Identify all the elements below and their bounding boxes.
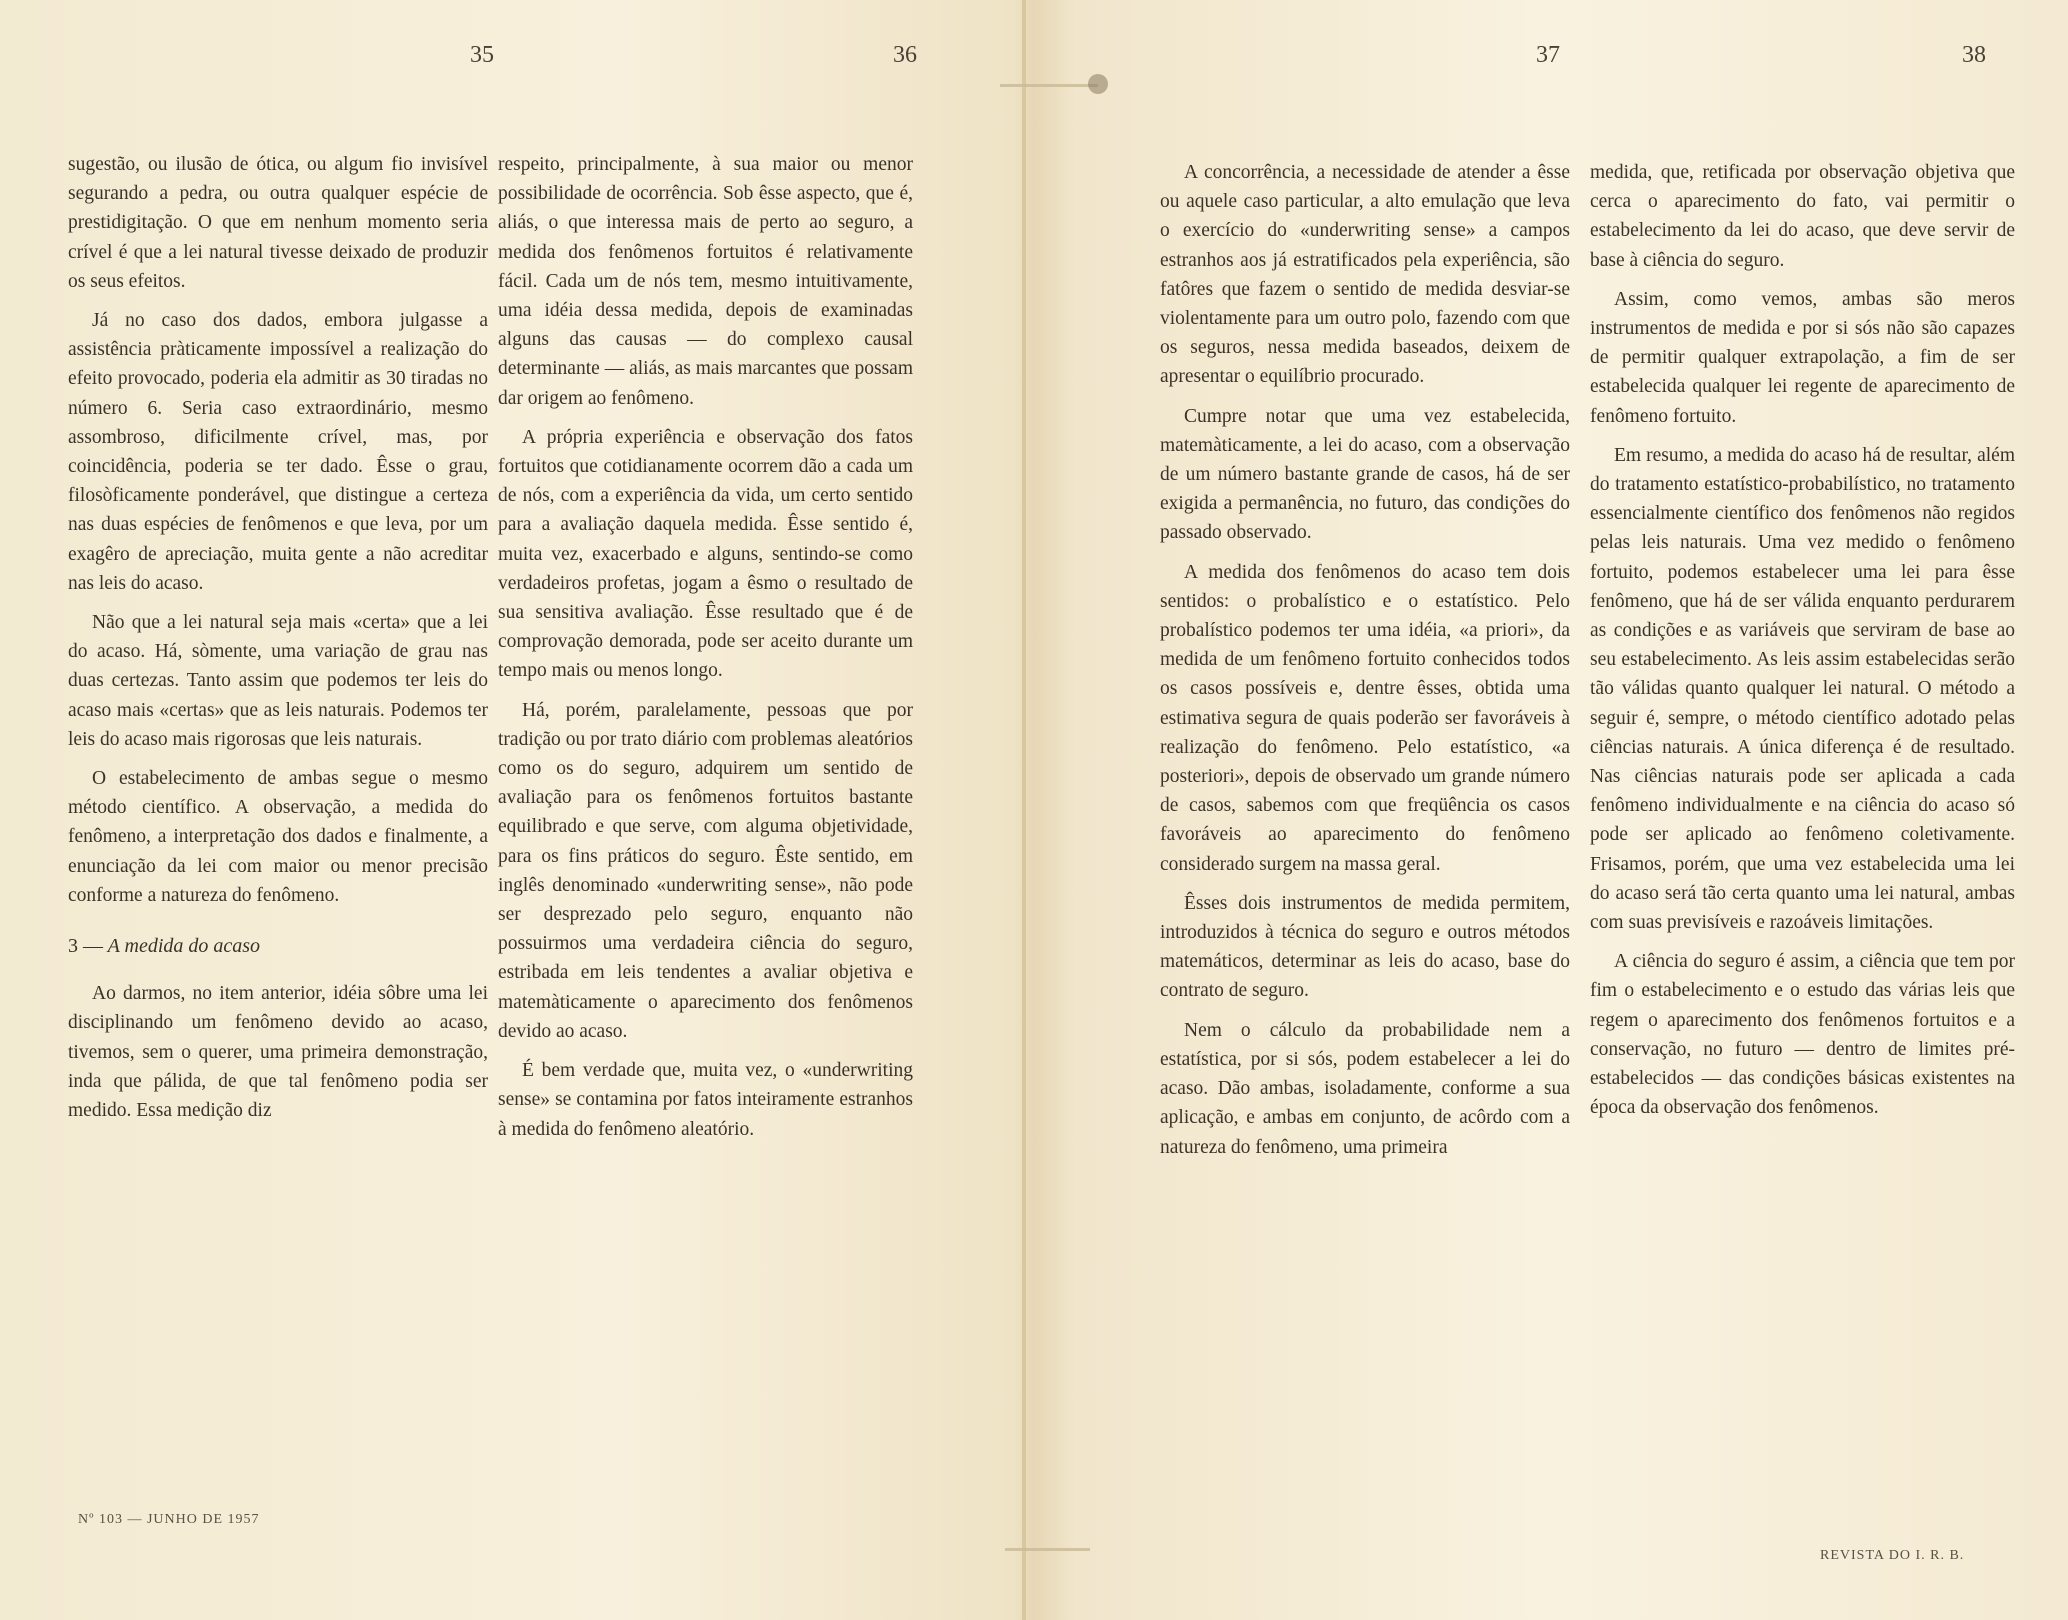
- page-number-36: 36: [893, 42, 917, 68]
- footer-issue: Nº 103 — JUNHO DE 1957: [78, 1512, 260, 1527]
- section-title: A medida do acaso: [107, 935, 261, 958]
- paragraph: A medida dos fenômenos do acaso tem dois sentidos: o probalístico e o estatístico. Pelo probalístico podemos ter uma idéia, «a priori», da medida de um fenômeno fortuito conhecidos todos os casos possíveis e, dentre êsses, obtida uma estimativa segura de quais poderão ser favoráveis à realização do fenômeno. Pelo estatístico, «a posteriori», depois de observado um grande número de casos, sabemos com que freqüência os casos favoráveis ao aparecimento do fenômeno considerado surgem na massa geral.: [1160, 561, 1570, 875]
- paragraph: A concorrência, a necessidade de atender a êsse ou aquele caso particular, a alto emulação que leva o exercício do «underwriting sense» a campos estranhos aos já estratificados pela experiência, são fatôres que fazem o sentido de medida desviar-se violentamente para um outro polo, fazendo com que os seguros, nessa medida baseados, deixem de apresentar o equilíbrio procurado.: [1160, 162, 1570, 388]
- paragraph: Êsses dois instrumentos de medida permitem, introduzidos à técnica do seguro e outros métodos matemáticos, determinar as leis do acaso, base do contrato de seguro.: [1160, 892, 1570, 1002]
- paragraph: Assim, como vemos, ambas são meros instrumentos de medida e por si sós não são capazes de permitir qualquer extrapolação, a fim de ser estabelecida qualquer lei regente de aparecimento de fenômeno fortuito.: [1590, 288, 2015, 427]
- column-page-38: [1590, 158, 2015, 1133]
- page-number-35: 35: [470, 42, 494, 68]
- paragraph: É bem verdade que, muita vez, o «underwriting sense» se contamina por fatos inteiramente estranhos à medida do fenômeno aleatório.: [498, 1060, 913, 1140]
- book-gutter: [1022, 0, 1026, 1620]
- paragraph: A própria experiência e observação dos fatos fortuitos que cotidianamente ocorrem dão a cada um de nós, com a experiência da vida, um certo sentido para a avaliação daquela medida. Êsse sentido é, muita vez, exacerbado e alguns, sentindo-se como verdadeiros profetas, jogam a êsmo o resultado de sua sensitiva avaliação. Êsse resultado que é de comprovação demorada, pode ser aceito durante um tempo mais ou menos longo.: [498, 426, 913, 682]
- paragraph: O estabelecimento de ambas segue o mesmo método científico. A observação, a medida do fenômeno, a interpretação dos dados e finalmente, a enunciação da lei com maior ou menor precisão conforme a natureza do fenômeno.: [68, 768, 488, 906]
- paragraph: medida, que, retificada por observação objetiva que cerca o aparecimento do fato, vai permitir o estabelecimento da lei do acaso, que deve servir de base à ciência do seguro.: [1590, 162, 2015, 271]
- paragraph: Cumpre notar que uma vez estabelecida, matemàticamente, a lei do acaso, com a observação de um número bastante grande de casos, há de ser exigida a permanência, no futuro, das condições do passado observado.: [1160, 405, 1570, 544]
- column-page-36: [498, 150, 913, 1154]
- column-page-37: [1160, 158, 1570, 1172]
- binding-thread-top: [1000, 84, 1098, 87]
- paragraph: Já no caso dos dados, embora julgasse a assistência pràticamente impossível a realização do efeito provocado, poderia ela admitir as 30 tiradas no número 6. Seria caso extraordinário, mesmo assombroso, dificilmente crível, mas, por coincidência, poderia se ter dado. Êsse o grau, filosòficamente ponderável, que distingue a certeza nas duas espécies de fenômenos e que leva, por um exagêro de apreciação, muita gente a não acreditar nas leis do acaso.: [68, 310, 488, 594]
- page-number-38: 38: [1962, 42, 1986, 68]
- binding-staple-top: [1088, 74, 1108, 94]
- paragraph: Não que a lei natural seja mais «certa» que a lei do acaso. Há, sòmente, uma variação de grau nas duas certezas. Tanto assim que podemos ter leis do acaso mais «certas» que as leis naturais. Podemos ter leis do acaso mais rigorosas que leis naturais.: [68, 612, 488, 750]
- paragraph: respeito, principalmente, à sua maior ou menor possibilidade de ocorrência. Sob êsse aspecto, que é, aliás, o que interessa mais de perto ao seguro, a medida dos fenômenos fortuitos é relativamente fácil. Cada um de nós tem, mesmo intuitivamente, uma idéia dessa medida, depois de examinadas alguns das causas — do complexo causal determinante — aliás, as mais marcantes que possam dar origem ao fenômeno.: [498, 154, 913, 409]
- paragraph: Há, porém, paralelamente, pessoas que por tradição ou por trato diário com problemas aleatórios como os do seguro, adquirem um sentido de avaliação para os fenômenos fortuitos bastante equilibrado e que serve, com alguma objetividade, para os fins práticos do seguro. Êste sentido, em inglês denominado «underwriting sense», não pode ser desprezado pelo seguro, enquanto não possuirmos uma verdadeira ciência do seguro, estribada em leis tendentes a avaliar objetiva e matemàticamente o aparecimento dos fenômenos devido ao acaso.: [498, 699, 913, 1042]
- paragraph: Nem o cálculo da probabilidade nem a estatística, por si sós, podem estabelecer a lei do acaso. Dão ambas, isoladamente, conforme a sua aplicação, e ambas em conjunto, de acôrdo com a natureza do fenômeno, uma primeira: [1160, 1019, 1570, 1158]
- page-number-37: 37: [1536, 42, 1560, 68]
- section-number: 3 —: [68, 935, 103, 958]
- paragraph: A ciência do seguro é assim, a ciência que tem por fim o estabelecimento e o estudo das várias leis que regem o aparecimento dos fenômenos fortuitos e a conservação, no futuro — dentro de limites pré-estabelecidos — das condições básicas existentes na época da observação dos fenômenos.: [1590, 951, 2015, 1119]
- footer-journal: REVISTA DO I. R. B.: [1820, 1548, 1965, 1563]
- paragraph: Em resumo, a medida do acaso há de resultar, além do tratamento estatístico-probabilístico, no tratamento essencialmente científico dos fenômenos não regidos pelas leis naturais. Uma vez medido o fenômeno fortuito, podemos estabelecer uma lei para êsse fenômeno, que há de ser válida enquanto perdurarem as condições e as variáveis que serviram de base ao seu estabelecimento. As leis assim estabelecidas serão tão válidas quanto qualquer lei natural. O método a seguir é, sempre, o método científico adotado pelas ciências naturais. A única diferença é de resultado. Nas ciências naturais pode ser aplicada a cada fenômeno individualmente e na ciência do acaso só pode ser aplicado ao fenômeno coletivamente. Frisamos, porém, que uma vez estabelecida uma lei do acaso será tão certa quanto uma lei natural, ambas com suas previsíveis e razoáveis limitações.: [1590, 444, 2015, 934]
- paragraph: Ao darmos, no item anterior, idéia sôbre uma lei disciplinando um fenômeno devido ao acaso, tivemos, sem o querer, uma primeira demonstração, inda que pálida, de que tal fenômeno podia ser medido. Essa medição diz: [68, 983, 488, 1122]
- paragraph: sugestão, ou ilusão de ótica, ou algum fio invisível segurando a pedra, ou outra qualquer espécie de prestidigitação. O que em nenhum momento seria crível é que a lei natural tivesse deixado de produzir os seus efeitos.: [68, 154, 488, 292]
- section-heading: [68, 932, 488, 961]
- binding-thread-bottom: [1005, 1548, 1090, 1551]
- column-page-35: [68, 150, 488, 1135]
